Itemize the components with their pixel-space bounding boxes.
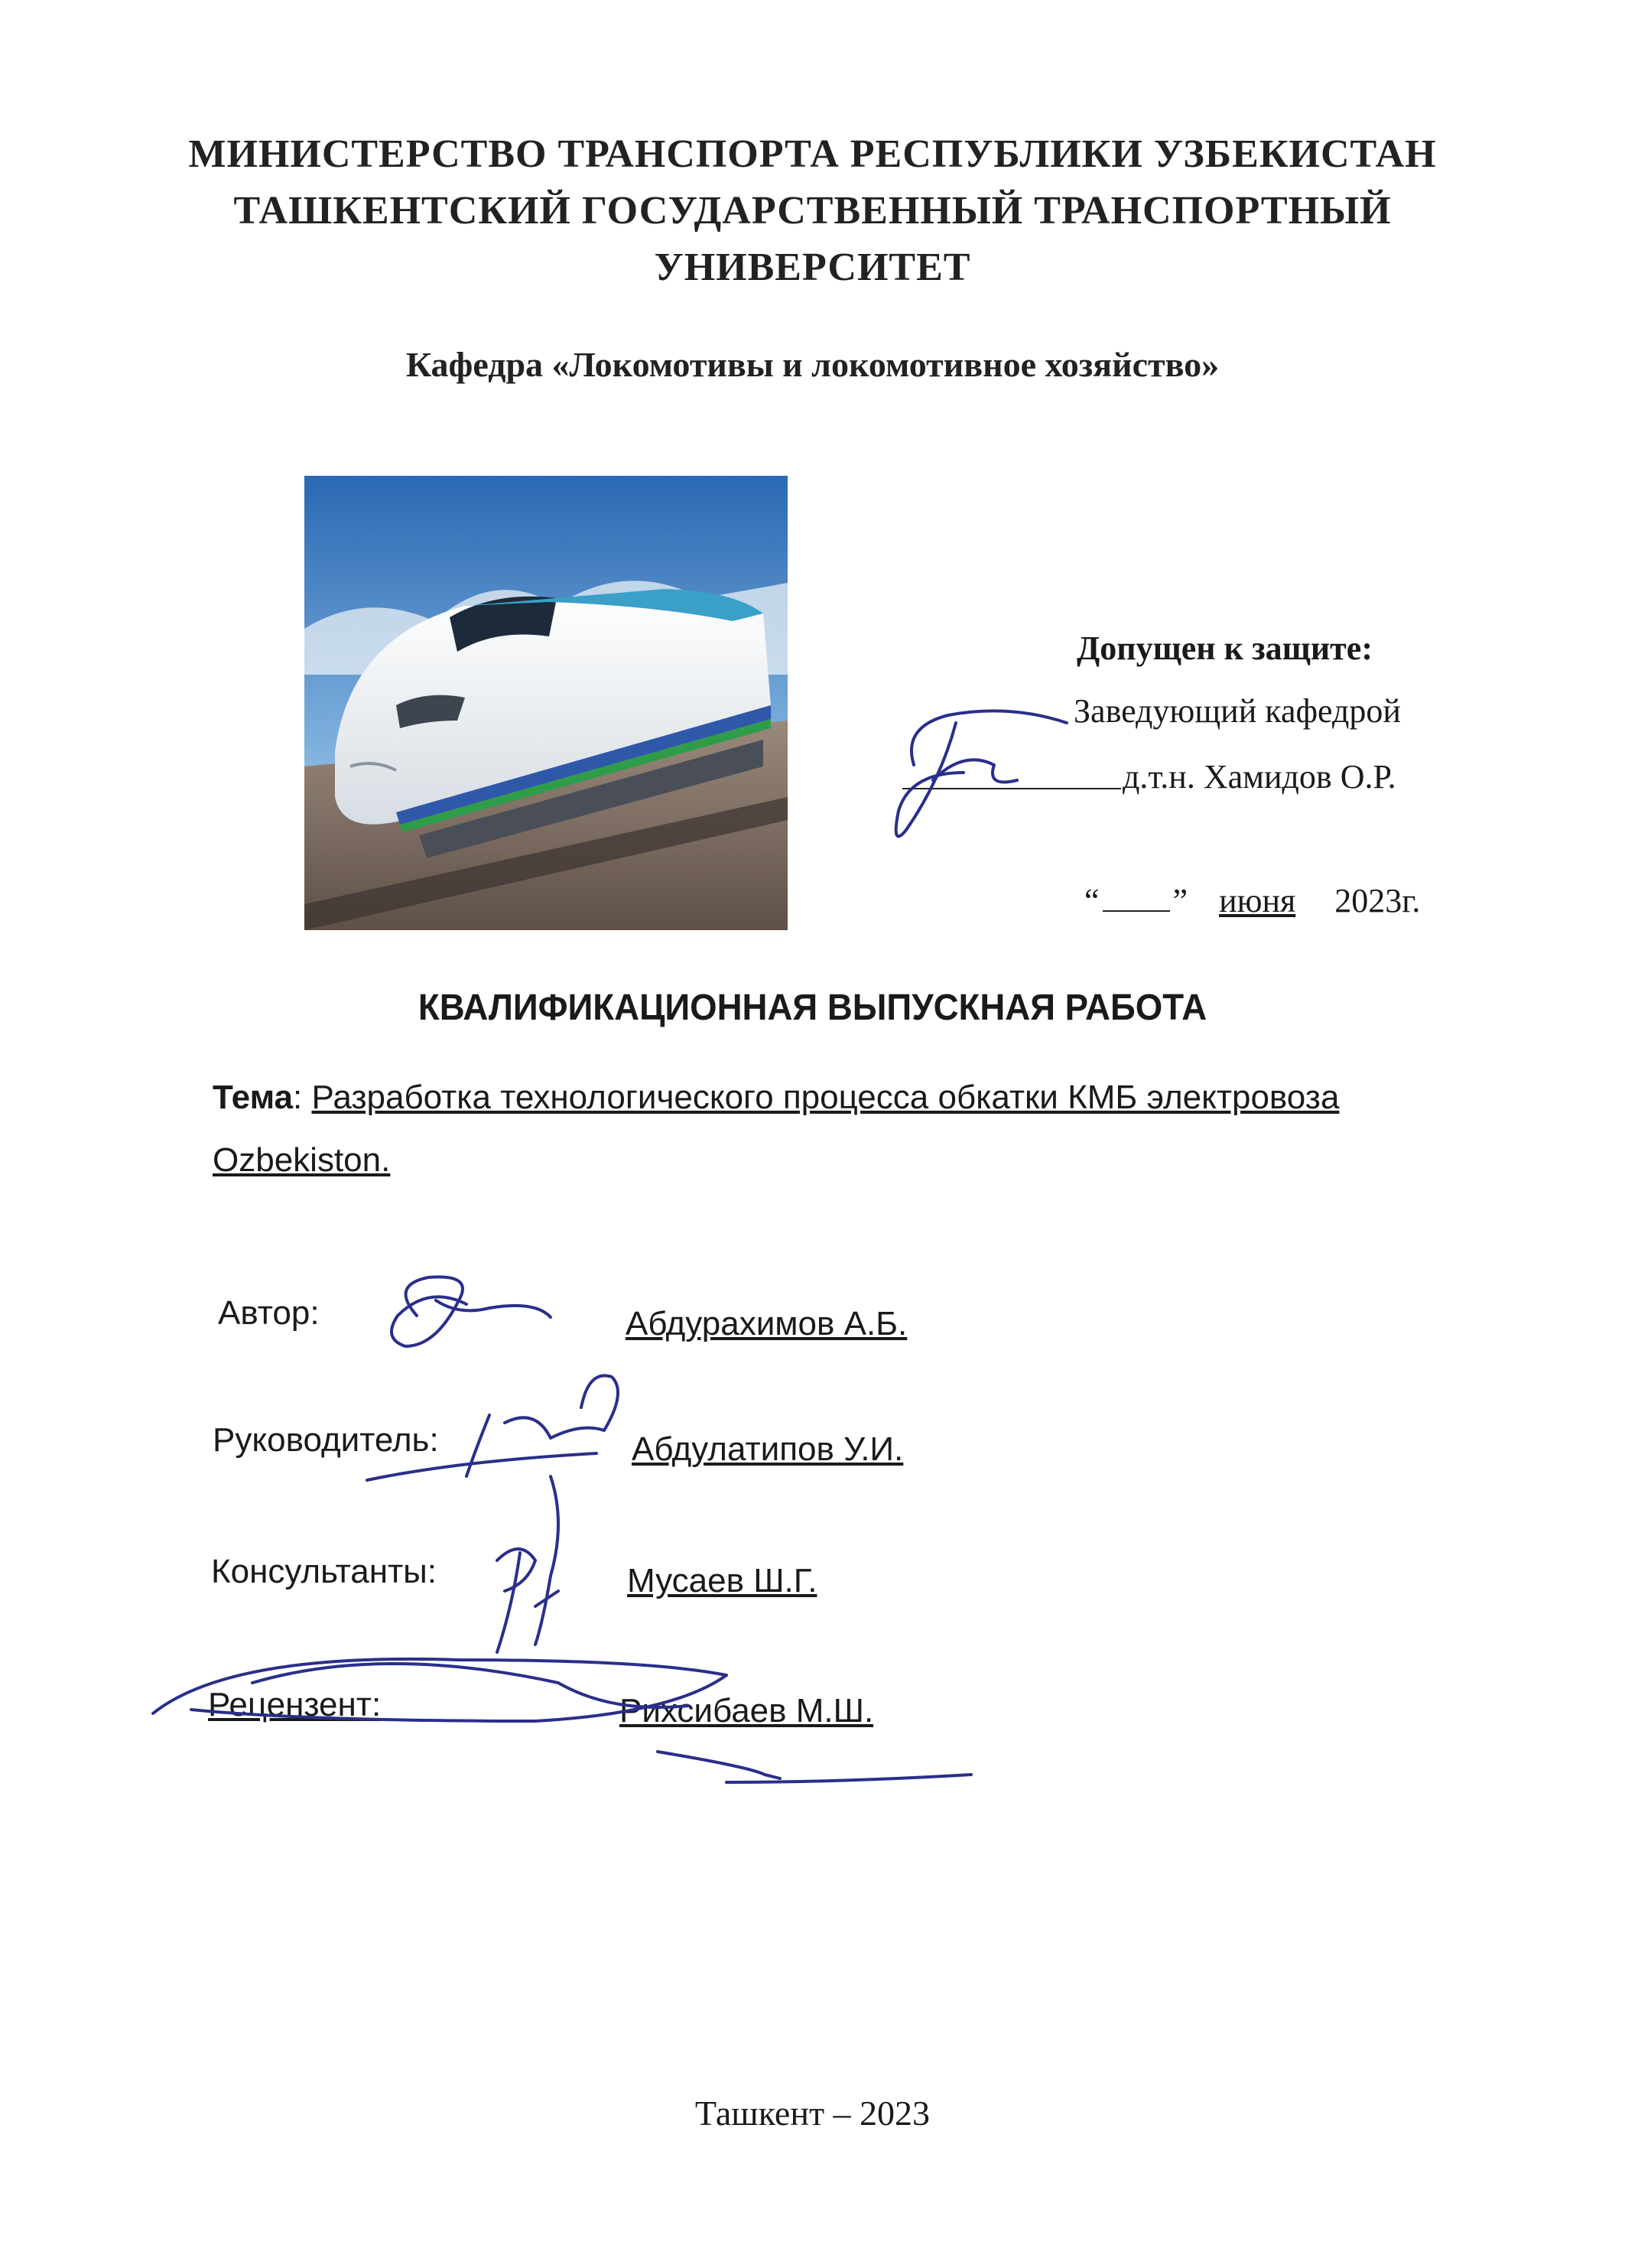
date-day-blank xyxy=(1103,910,1170,912)
date-year: 2023г. xyxy=(1334,882,1421,919)
consultant-signature xyxy=(497,1549,558,1652)
train-photo xyxy=(304,476,788,930)
date-month: июня xyxy=(1219,882,1296,919)
topic-value: Разработка технологического процесса обкатки КМБ электровоза xyxy=(311,1079,1340,1116)
university-title: ТАШКЕНТСКИЙ ГОСУДАРСТВЕННЫЙ ТРАНСПОРТНЫЙ xyxy=(233,189,1392,233)
supervisor-signature xyxy=(367,1375,618,1645)
date-close-quote: ” xyxy=(1172,882,1188,919)
supervisor-name: Абдулатипов У.И. xyxy=(632,1430,904,1468)
department-title: Кафедра «Локомотивы и локомотивное хозяйство» xyxy=(405,345,1220,384)
topic-label: Тема xyxy=(213,1079,294,1116)
author-signature xyxy=(392,1277,551,1346)
topic-line xyxy=(213,1079,1339,1117)
consultant-label: Консультанты: xyxy=(211,1553,437,1590)
ministry-title: МИНИСТЕРСТВО ТРАНСПОРТА РЕСПУБЛИКИ УЗБЕКИСТАН xyxy=(188,132,1437,176)
approval-date xyxy=(1084,881,1420,920)
approval-signature-line xyxy=(902,788,1121,789)
topic-colon: : xyxy=(293,1079,312,1116)
university-title-cont: УНИВЕРСИТЕТ xyxy=(654,246,971,289)
author-label: Автор: xyxy=(218,1294,320,1332)
approval-name: д.т.н. Хамидов О.Р. xyxy=(1123,758,1396,796)
work-type-title: КВАЛИФИКАЦИОННАЯ ВЫПУСКНАЯ РАБОТА xyxy=(418,988,1207,1028)
supervisor-label: Руководитель: xyxy=(213,1421,439,1459)
city-year: Ташкент – 2023 xyxy=(694,2094,931,2133)
reviewer-name: Рихсибаев М.Ш. xyxy=(619,1692,874,1729)
reviewer-label: Рецензент: xyxy=(208,1686,382,1723)
author-name: Абдурахимов А.Б. xyxy=(626,1305,908,1342)
approval-position: Заведующий кафедрой xyxy=(1074,692,1401,730)
date-open-quote: “ xyxy=(1084,882,1100,919)
approval-signature xyxy=(896,711,1067,836)
topic-value-cont: Ozbekiston. xyxy=(213,1141,391,1179)
approval-title: Допущен к защите: xyxy=(1077,630,1373,667)
consultant-name: Мусаев Ш.Г. xyxy=(627,1562,817,1599)
